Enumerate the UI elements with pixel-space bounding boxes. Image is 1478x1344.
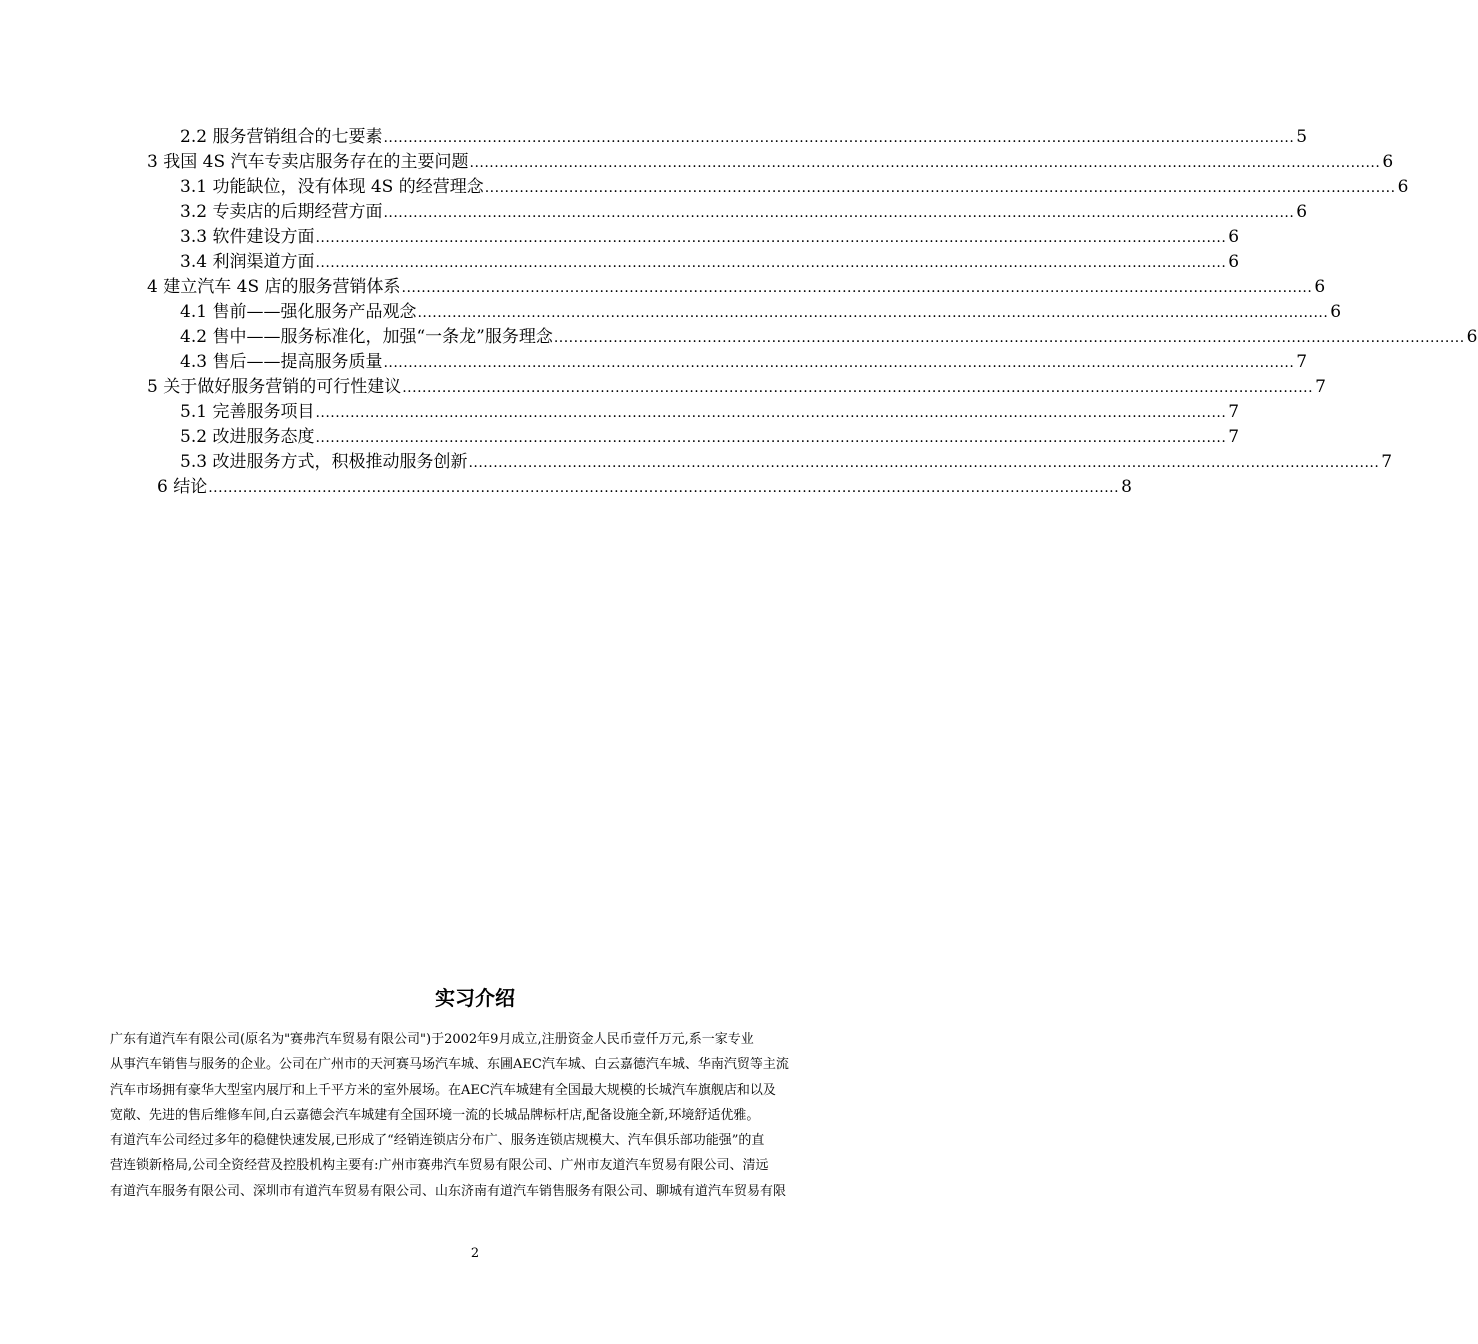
toc-page-number: 7 <box>1228 402 1240 422</box>
toc-entry[interactable] <box>157 475 1132 499</box>
toc-entry-label: 4 建立汽车 4S 店的服务营销体系 <box>147 277 401 297</box>
toc-leader-dots: ........................................................................................................................................................................................ <box>383 130 1295 146</box>
page-number: 2 <box>470 1246 480 1261</box>
toc-leader-dots: ........................................................................................................................................................................................ <box>553 330 1465 346</box>
toc-entry[interactable] <box>180 425 1240 449</box>
paragraph-line: 有道汽车公司经过多年的稳健快速发展,已形成了“经销连锁店分布广、服务连锁店规模大、汽车俱乐部功能强”的直 <box>110 1133 765 1149</box>
toc-page-number: 5 <box>1296 127 1308 147</box>
toc-leader-dots: ........................................................................................................................................................................................ <box>208 480 1120 496</box>
toc-entry-label: 4.1 售前——强化服务产品观念 <box>180 302 417 322</box>
toc-entry-label: 3 我国 4S 汽车专卖店服务存在的主要问题 <box>147 152 469 172</box>
paragraph-line: 广东有道汽车有限公司(原名为"赛弗汽车贸易有限公司")于2002年9月成立,注册资金人民币壹仟万元,系一家专业 <box>110 1032 754 1047</box>
paragraph-line: 营连锁新格局,公司全资经营及控股机构主要有:广州市赛弗汽车贸易有限公司、广州市友道汽车贸易有限公司、清远 <box>110 1158 769 1174</box>
toc-page-number: 6 <box>1330 302 1342 322</box>
toc-leader-dots: ........................................................................................................................................................................................ <box>484 180 1396 196</box>
toc-leader-dots: ........................................................................................................................................................................................ <box>469 155 1381 171</box>
toc-leader-dots: ........................................................................................................................................................................................ <box>417 305 1329 321</box>
toc-page-number: 8 <box>1121 477 1132 497</box>
toc-page-number: 7 <box>1228 427 1240 447</box>
toc-entry[interactable] <box>180 325 1478 349</box>
toc-entry[interactable] <box>180 250 1240 274</box>
toc-entry[interactable] <box>180 225 1240 249</box>
toc-leader-dots: ........................................................................................................................................................................................ <box>315 405 1227 421</box>
toc-entry[interactable] <box>147 275 1326 299</box>
toc-entry[interactable] <box>180 350 1308 374</box>
toc-page-number: 6 <box>1228 252 1240 272</box>
toc-leader-dots: ........................................................................................................................................................................................ <box>401 280 1313 296</box>
toc-entry-label: 6 结论 <box>157 477 208 497</box>
toc-page-number: 6 <box>1228 227 1240 247</box>
toc-entry-label: 3.2 专卖店的后期经营方面 <box>180 202 383 222</box>
toc-entry-label: 4.3 售后——提高服务质量 <box>180 352 383 372</box>
toc-page-number: 7 <box>1315 377 1326 397</box>
toc-page-number: 7 <box>1296 352 1308 372</box>
toc-entry[interactable] <box>180 450 1393 474</box>
toc-leader-dots: ........................................................................................................................................................................................ <box>402 380 1314 396</box>
toc-page-number: 6 <box>1296 202 1308 222</box>
toc-entry-label: 5.2 改进服务态度 <box>180 427 315 447</box>
toc-entry-label: 4.2 售中——服务标准化，加强“一条龙”服务理念 <box>180 327 553 347</box>
paragraph-line: 有道汽车服务有限公司、深圳市有道汽车贸易有限公司、山东济南有道汽车销售服务有限公司、聊城有道汽车贸易有限 <box>110 1183 787 1199</box>
toc-entry[interactable] <box>180 200 1308 224</box>
paragraph-line: 从事汽车销售与服务的企业。公司在广州市的天河赛马场汽车城、东圃AEC汽车城、白云嘉德汽车城、华南汽贸等主流 <box>110 1057 789 1073</box>
toc-page-number: 6 <box>1382 152 1394 172</box>
toc-leader-dots: ........................................................................................................................................................................................ <box>315 430 1227 446</box>
toc-page-number: 6 <box>1466 327 1478 347</box>
toc-entry[interactable] <box>180 400 1240 424</box>
toc-page-number: 6 <box>1397 177 1409 197</box>
toc-leader-dots: ........................................................................................................................................................................................ <box>468 455 1380 471</box>
toc-entry[interactable] <box>147 150 1394 174</box>
toc-leader-dots: ........................................................................................................................................................................................ <box>383 355 1295 371</box>
toc-entry-label: 3.3 软件建设方面 <box>180 227 315 247</box>
toc-entry[interactable] <box>180 300 1342 324</box>
section-title: 实习介绍 <box>435 986 515 1010</box>
toc-entry[interactable] <box>180 125 1308 149</box>
toc-entry-label: 5.3 改进服务方式，积极推动服务创新 <box>180 452 468 472</box>
toc-leader-dots: ........................................................................................................................................................................................ <box>315 230 1227 246</box>
paragraph-line: 汽车市场拥有豪华大型室内展厅和上千平方米的室外展场。在AEC汽车城建有全国最大规模的长城汽车旗舰店和以及 <box>110 1082 776 1098</box>
toc-entry[interactable] <box>180 175 1409 199</box>
paragraph-line: 宽敞、先进的售后维修车间,白云嘉德会汽车城建有全国环境一流的长城品牌标杆店,配备设施全新,环境舒适优雅。 <box>110 1107 760 1123</box>
toc-entry[interactable] <box>147 375 1326 399</box>
toc-entry-label: 3.4 利润渠道方面 <box>180 252 315 272</box>
toc-entry-label: 3.1 功能缺位，没有体现 4S 的经营理念 <box>180 177 484 197</box>
toc-entry-label: 2.2 服务营销组合的七要素 <box>180 127 383 147</box>
toc-entry-label: 5 关于做好服务营销的可行性建议 <box>147 377 402 397</box>
toc-page-number: 7 <box>1381 452 1393 472</box>
toc-page-number: 6 <box>1314 277 1326 297</box>
intro-paragraph <box>110 1027 842 1204</box>
toc-leader-dots: ........................................................................................................................................................................................ <box>383 205 1295 221</box>
toc-entry-label: 5.1 完善服务项目 <box>180 402 315 422</box>
toc-leader-dots: ........................................................................................................................................................................................ <box>315 255 1227 271</box>
